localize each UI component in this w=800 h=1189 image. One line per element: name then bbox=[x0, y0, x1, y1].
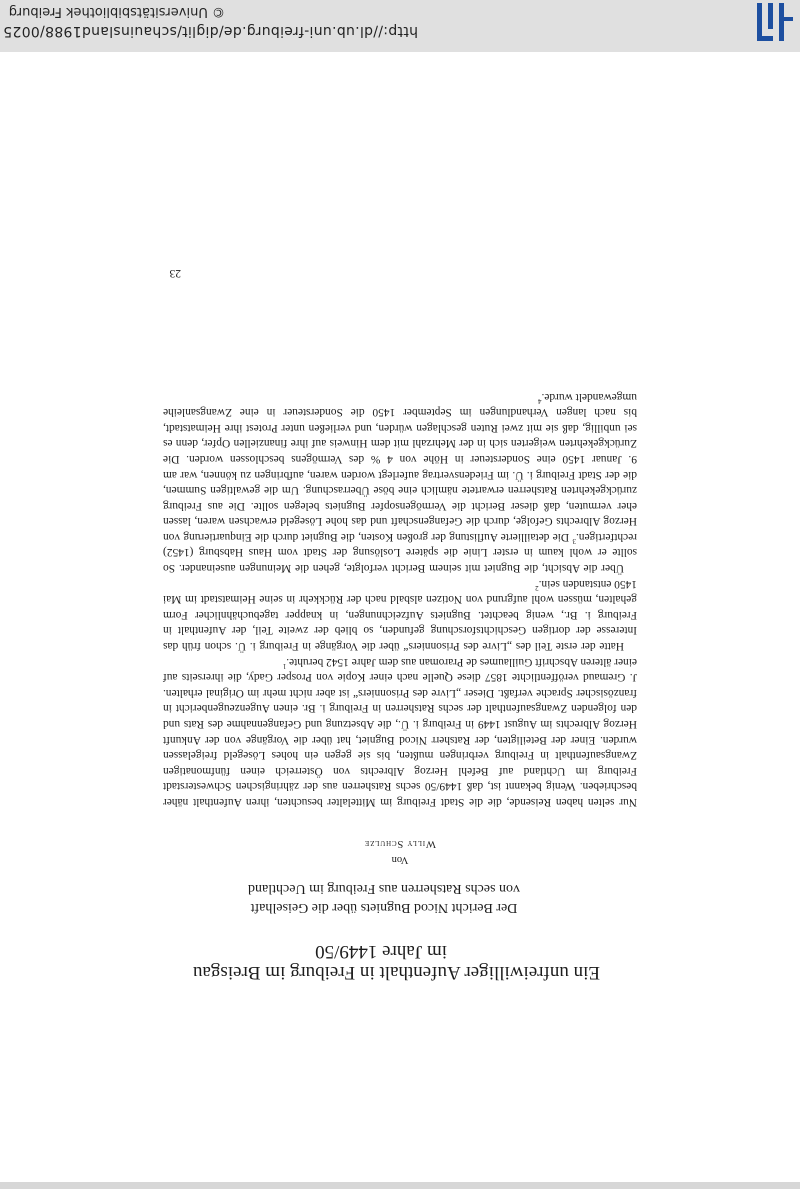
subtitle-line-1: Der Bericht Nicod Bugniets über die Geiselhaft bbox=[250, 900, 518, 915]
footnote-ref-4: 4 bbox=[537, 396, 542, 405]
paragraph-1-text: Nur selten haben Reisende, die die Stadt Freiburg im Mittelalter besuchten, ihren Aufenthalt näher beschrieben. Wenig bekannt ist, daß 1449/50 sechs Ratsherren aus der zähringischen Schwesterstadt Freiburg im Uchtland auf Befehl Herzog Albrechts von Österreich einen fünfmonatigen Zwangsaufenthalt in Freiburg verbringen mußten, bis sie gegen ein hohes Lösegeld freigelassen wurden. Einer der Beteiligten, der Ratsherr Nicod Bugniet, hat über die Vorgänge von der Ankunft Herzog Albrechts im August 1449 in Freiburg i. Ü., die Absetzung und Gefangennahme des Rats und den folgenden Zwangsaufenthalt der sechs Ratsherren in Freiburg i. Br. einen Augenzeugenbericht in französischer Sprache verfaßt. Dieser „Livre des Prisonniers“ ist aber nicht mehr im Original erhalten. J. Gremaud veröffentlichte 1857 diese Quelle nach einer Kopie von Prosper Gady, die ihrerseits auf einer älteren Abschrift Guillaumes de Praroman aus dem Jahre 1542 beruhte. bbox=[163, 655, 637, 808]
banner-copyright: © Universitätsbibliothek Freiburg bbox=[8, 4, 225, 19]
banner-url[interactable]: http://dl.ub.uni-freiburg.de/diglit/schauinsland1988/0025 bbox=[2, 23, 418, 39]
subtitle-line-2: von sechs Ratsherren aus Freiburg im Uechtland bbox=[248, 881, 520, 896]
bottom-band bbox=[0, 1182, 800, 1189]
article-subtitle bbox=[204, 879, 564, 917]
title-line-1: Ein unfreiwilliger Aufenthalt in Freiburg im Breisgau bbox=[192, 962, 600, 983]
footnote-ref-1: 1 bbox=[282, 661, 287, 670]
page-number: 23 bbox=[169, 267, 181, 279]
library-logo-icon bbox=[749, 3, 793, 43]
paragraph-1 bbox=[163, 653, 637, 809]
paragraph-3-text: Über die Absicht, die Bugniet mit seinem Bericht verfolgte, gehen die Meinungen auseinander. So sollte er wohl kaum in erster Linie die spätere Loslösung der Stadt vom Haus Habsburg (1452) rechtfertigen. bbox=[163, 530, 637, 575]
paragraph-2-text: Hatte der erste Teil des „Livre des Prisonniers“ über die Vorgänge in Freiburg i. Ü. schon früh das Interesse der dortigen Geschichtsforschung gefunden, so blieb der zweite Teil, der Aufenthalt in Freiburg i. Br., wenig beachtet. Bugniets Aufzeichnungen, in knapper tagebuchähnlicher Form gehalten, müssen wohl aufgrund von Notizen alsbald nach der Rückkehr in seine Heimatstadt im Mai 1450 entstanden sein. bbox=[163, 577, 637, 653]
article-body bbox=[163, 388, 637, 809]
logo-bar-cross bbox=[779, 17, 793, 21]
article-title bbox=[160, 941, 600, 983]
logo-bar-top bbox=[757, 36, 773, 41]
author-name: Willy Schulze bbox=[364, 838, 436, 849]
logo-bar-left bbox=[779, 3, 784, 41]
title-line-2: im Jahre 1449/50 bbox=[315, 941, 447, 962]
footnote-ref-2: 2 bbox=[535, 583, 539, 592]
paragraph-3-continued: Die detaillierte Auflistung der großen Kosten, die Bugniet durch die Einquartierung von Herzog Albrechts Gefolge, durch die Gefangenschaft und das hohe Lösegeld erwachsen waren, lassen eher vermuten, daß dieser Bericht die Vermögensopfer Bugniets belegen sollte. Die aus Freiburg zurückgekehrten Ratsherren erwartete nämlich eine böse Überraschung. Um die gewaltigen Summen, die der Stadt Freiburg i. Ü. im Friedensvertrag auferlegt worden waren, aufbringen zu können, war am 9. Januar 1450 eine Sondersteuer in Höhe von 4 % des Vermögens beschlossen worden. Die Zurückgekehrten weigerten sich in der Mehrzahl mit dem Hinweis auf ihre finanziellen Opfer, denn es sei unbillig, daß sie mit zwei Ruten geschlagen würden, und verließen unter Protest ihre Heimatstadt, bis nach langen Verhandlungen im September 1450 die Sondersteuer in eine Zwangsanleihe umgewandelt wurde. bbox=[163, 390, 637, 543]
byline-von: Von bbox=[391, 854, 409, 865]
logo-bar-middle bbox=[768, 3, 773, 29]
paragraph-3 bbox=[163, 388, 637, 575]
footnote-ref-3: 3 bbox=[572, 536, 576, 545]
paragraph-2 bbox=[163, 575, 637, 653]
